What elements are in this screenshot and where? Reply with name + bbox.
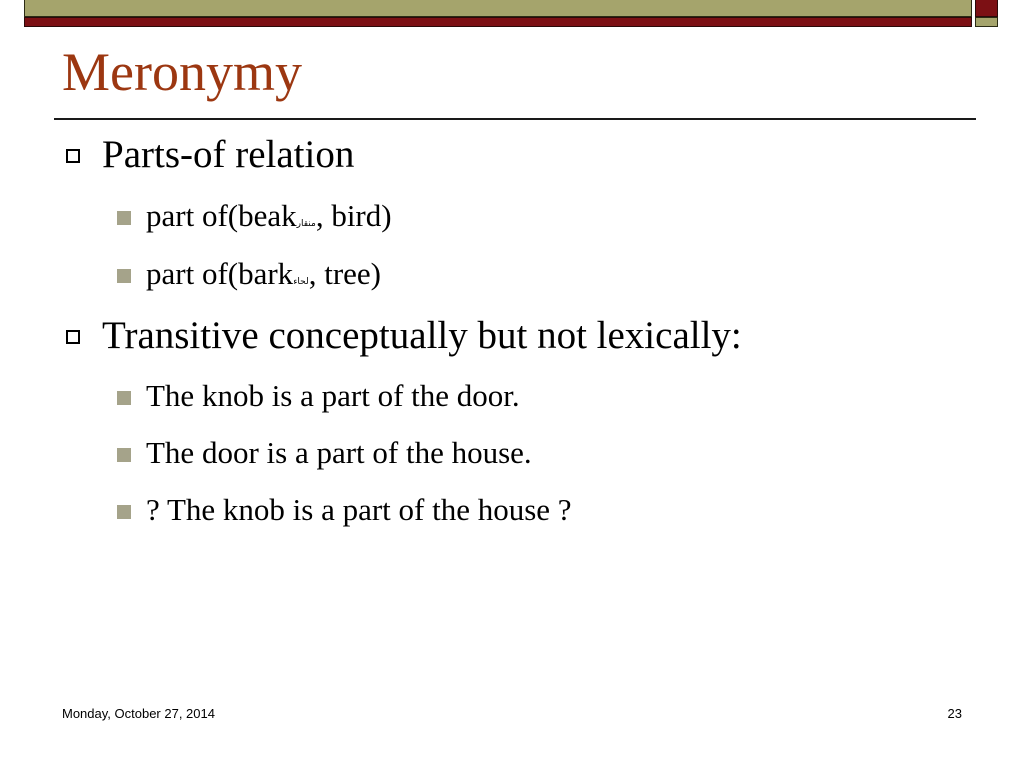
sub-bullet-text: The knob is a part of the door. [146, 378, 520, 413]
page-number: 23 [947, 706, 962, 721]
slide-title: Meronymy [62, 42, 302, 102]
filled-square-icon [117, 448, 131, 462]
arabic-gloss: منقار [296, 219, 316, 229]
sub-bullet-text-pre: part of(beak [146, 198, 297, 233]
filled-square-icon [117, 505, 131, 519]
footer-date: Monday, October 27, 2014 [62, 706, 215, 721]
top-banner-red [24, 17, 972, 27]
sub-bullet-text-post: , tree) [308, 256, 381, 291]
filled-square-icon [117, 391, 131, 405]
bullet-text: Parts-of relation [102, 133, 355, 176]
title-divider [54, 118, 976, 120]
filled-square-icon [117, 269, 131, 283]
filled-square-icon [117, 211, 131, 225]
sub-bullet-text-pre: part of(bark [146, 256, 294, 291]
corner-block-red [975, 0, 998, 17]
sub-bullet-text [146, 255, 381, 301]
bullet-text: Transitive conceptually but not lexically: [102, 314, 742, 357]
corner-block-olive [975, 17, 998, 27]
hollow-square-icon [66, 149, 80, 163]
hollow-square-icon [66, 330, 80, 344]
sub-bullet-text: The door is a part of the house. [146, 435, 532, 470]
sub-bullet-text [146, 197, 392, 243]
top-banner-olive [24, 0, 972, 17]
sub-bullet-text: ? The knob is a part of the house ? [146, 492, 572, 527]
sub-bullet-text-post: , bird) [315, 198, 392, 233]
arabic-gloss: لحاء [293, 277, 309, 287]
